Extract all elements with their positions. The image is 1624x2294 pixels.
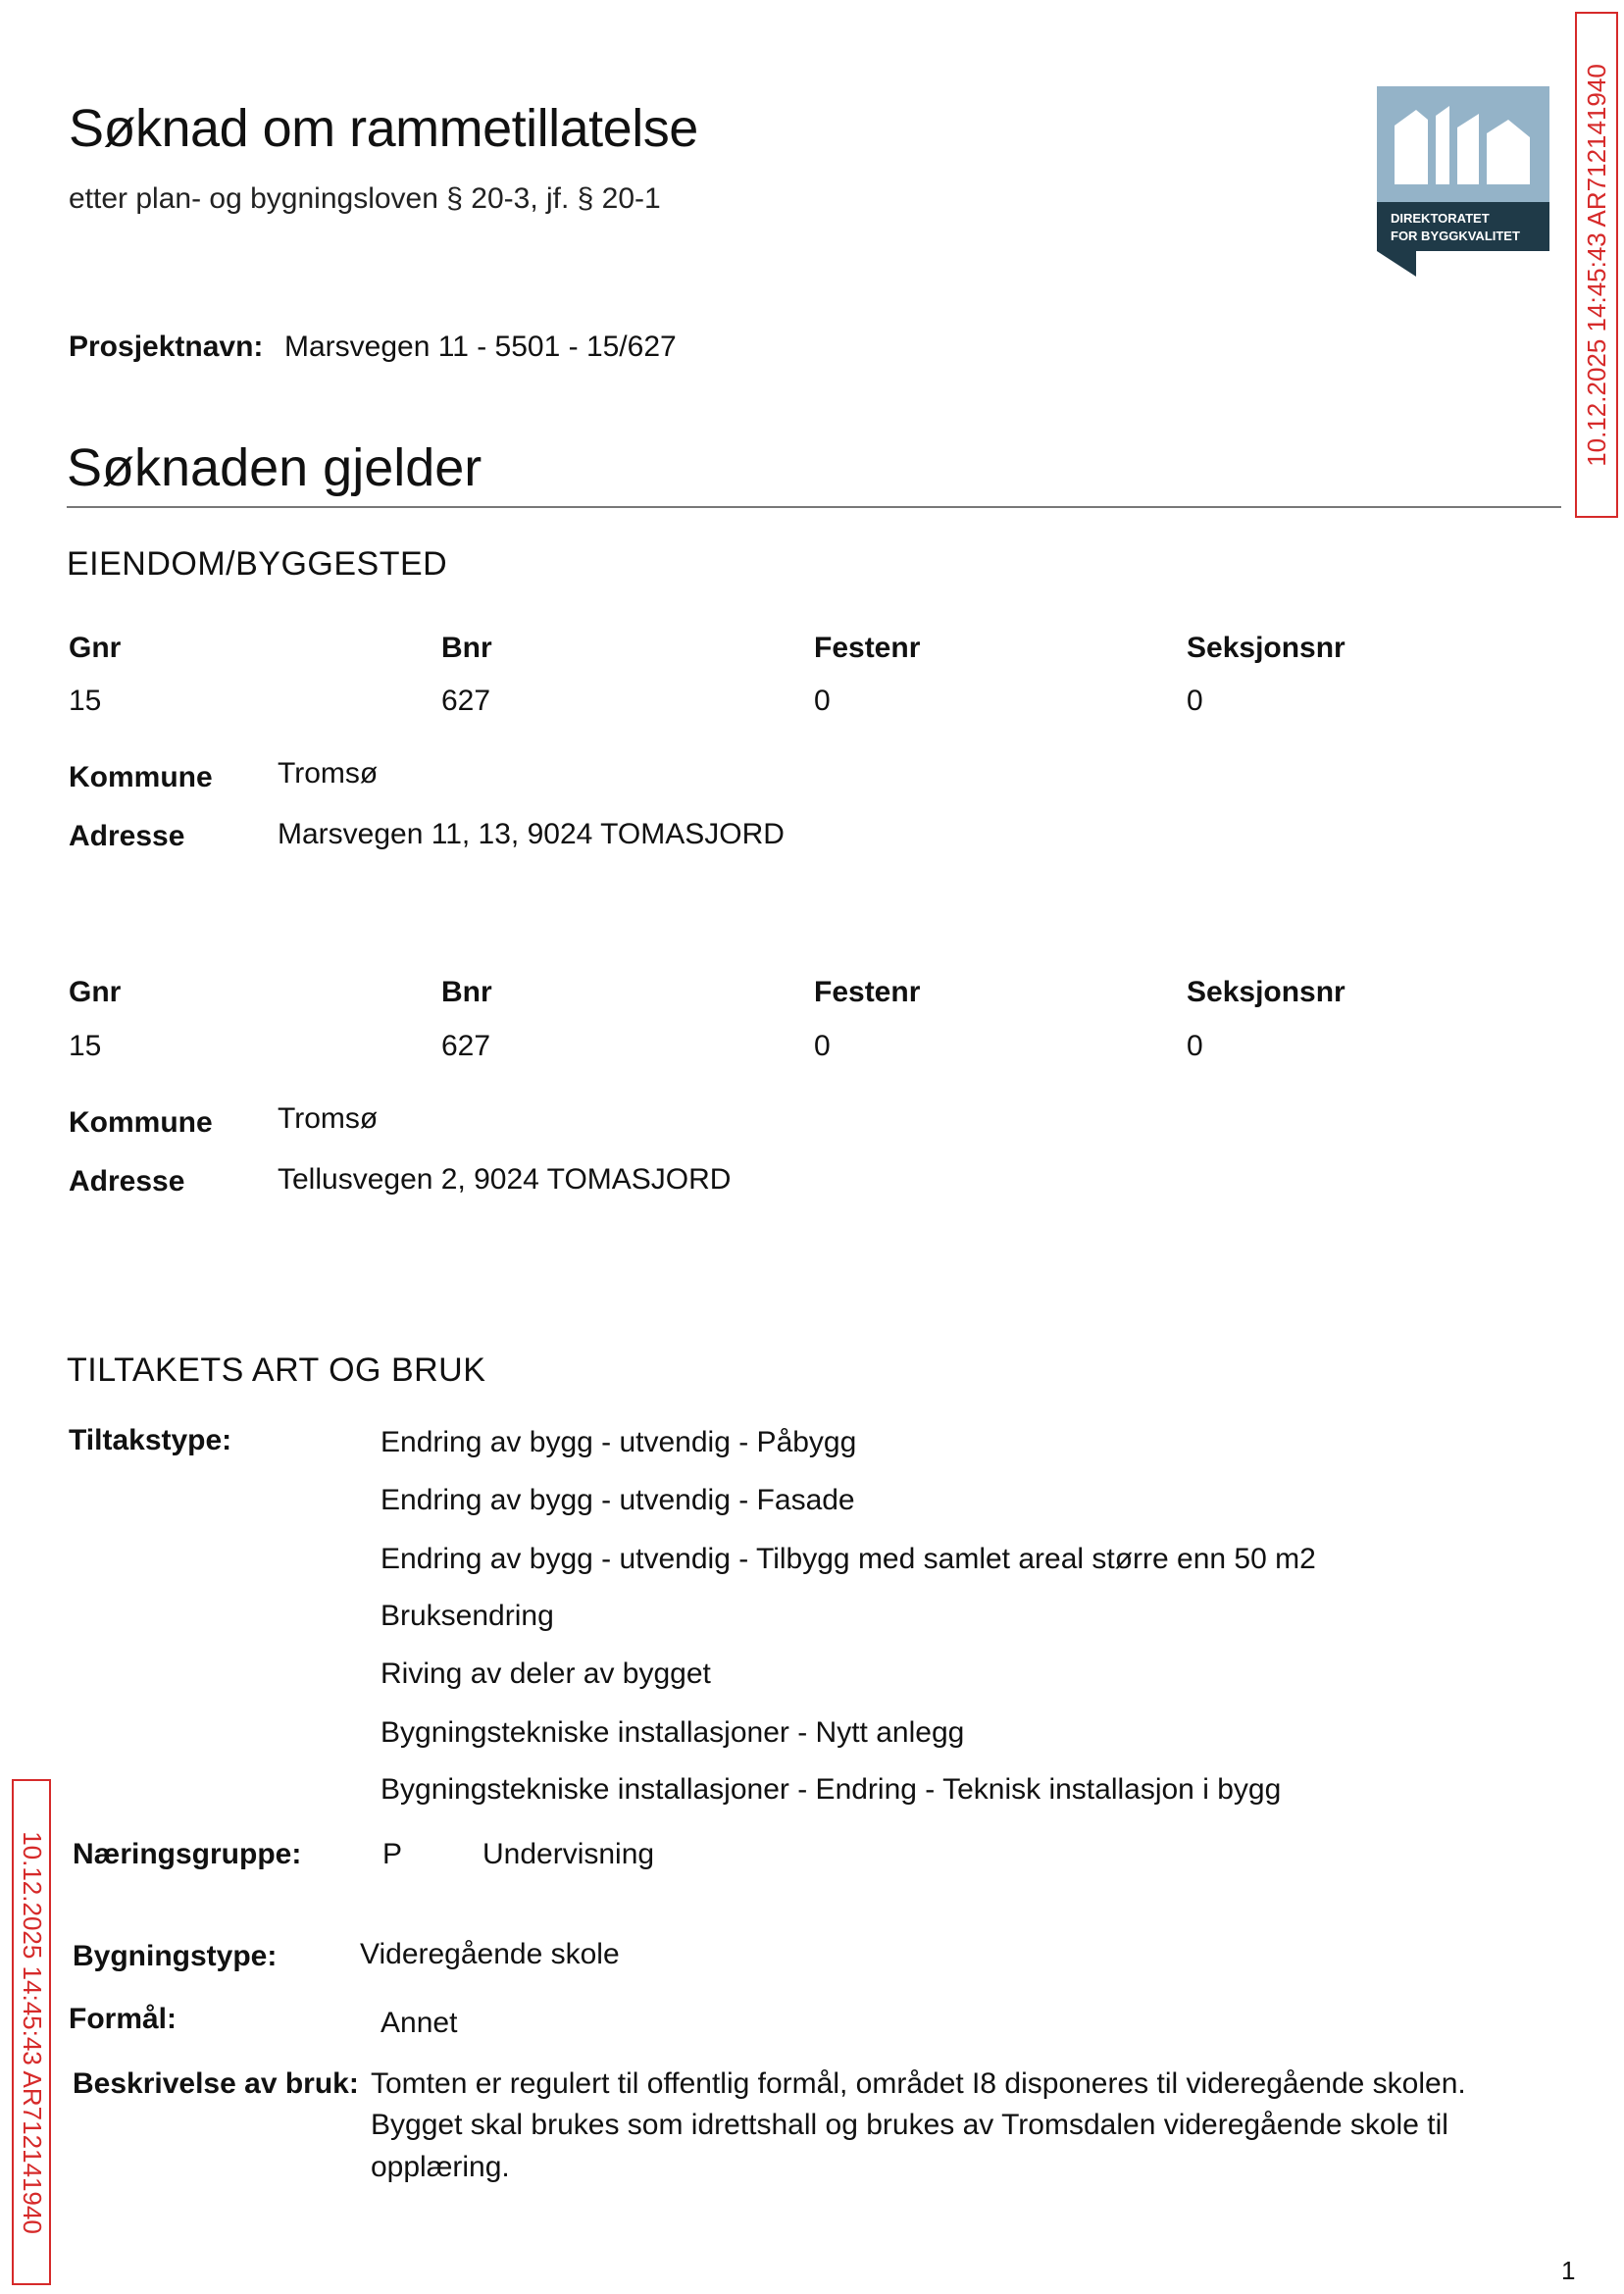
logo-text-2: FOR BYGGKVALITET — [1391, 229, 1520, 243]
col-seksjonsnr: Seksjonsnr — [1187, 632, 1345, 664]
beskrivelse-line: Bygget skal brukes som idrettshall og brukes av Tromsdalen videregående skole til — [371, 2109, 1448, 2141]
property-2-value-row — [69, 1030, 1559, 1063]
property-2-header-row — [69, 976, 1559, 1009]
formal-label: Formål: — [69, 2003, 178, 2035]
document-title: Søknad om rammetillatelse — [69, 99, 698, 158]
naeringsgruppe-name: Undervisning — [482, 1838, 655, 1870]
property-2-kommune: Tromsø — [278, 1102, 379, 1135]
property-1-header-row — [69, 632, 1559, 665]
tiltakstype-item: Bygningstekniske installasjoner - Endring - Teknisk installasjon i bygg — [381, 1773, 1282, 1806]
property-2-gnr: 15 — [69, 1030, 102, 1062]
dibk-logo — [1377, 86, 1549, 277]
property-1-adresse: Marsvegen 11, 13, 9024 TOMASJORD — [278, 818, 785, 850]
section-title: Søknaden gjelder — [67, 438, 482, 497]
tiltakstype-item: Riving av deler av bygget — [381, 1657, 711, 1690]
bygningstype-label: Bygningstype: — [73, 1940, 278, 1972]
logo-text-1: DIREKTORATET — [1391, 211, 1490, 226]
property-heading: EIENDOM/BYGGESTED — [67, 545, 448, 583]
property-1-bnr: 627 — [441, 685, 491, 717]
property-1-festenr: 0 — [814, 685, 831, 717]
document-subtitle: etter plan- og bygningsloven § 20-3, jf. § 20-1 — [69, 182, 661, 215]
property-2-seksjonsnr: 0 — [1187, 1030, 1203, 1062]
col-festenr: Festenr — [814, 976, 921, 1008]
tiltakstype-item: Bygningstekniske installasjoner - Nytt anlegg — [381, 1716, 965, 1749]
dibk-logo-icon — [1377, 86, 1549, 277]
col-seksjonsnr: Seksjonsnr — [1187, 976, 1345, 1008]
property-1-kommune: Tromsø — [278, 757, 379, 790]
receipt-stamp-top — [1575, 12, 1618, 518]
project-value: Marsvegen 11 - 5501 - 15/627 — [284, 331, 677, 363]
tiltakstype-item: Endring av bygg - utvendig - Påbygg — [381, 1426, 857, 1458]
property-1-seksjonsnr: 0 — [1187, 685, 1203, 717]
section-divider — [67, 506, 1561, 508]
col-bnr: Bnr — [441, 632, 492, 664]
property-2-adresse-label: Adresse — [69, 1165, 185, 1198]
naeringsgruppe-code: P — [382, 1838, 403, 1870]
page-number: 1 — [1561, 2256, 1576, 2285]
tiltakstype-item: Bruksendring — [381, 1600, 554, 1632]
property-1-gnr: 15 — [69, 685, 102, 717]
receipt-stamp-top-text: 10.12.2025 14:45:43 AR712141940 — [1581, 63, 1611, 467]
beskrivelse-line: opplæring. — [371, 2151, 510, 2183]
tiltakstype-label: Tiltakstype: — [69, 1424, 232, 1456]
beskrivelse-label: Beskrivelse av bruk: — [73, 2067, 359, 2100]
receipt-stamp-left — [12, 1779, 51, 2285]
col-festenr: Festenr — [814, 632, 921, 664]
property-1-kommune-label: Kommune — [69, 761, 213, 793]
property-2-adresse: Tellusvegen 2, 9024 TOMASJORD — [278, 1163, 732, 1196]
col-gnr: Gnr — [69, 632, 122, 664]
property-1-value-row — [69, 685, 1559, 718]
bygningstype-value: Videregående skole — [360, 1938, 620, 1970]
formal-value: Annet — [381, 2007, 458, 2039]
naeringsgruppe-label: Næringsgruppe: — [73, 1838, 302, 1870]
beskrivelse-line: Tomten er regulert til offentlig formål, området I8 disponeres til videregående skolen. — [371, 2067, 1466, 2100]
col-bnr: Bnr — [441, 976, 492, 1008]
tiltak-heading: TILTAKETS ART OG BRUK — [67, 1351, 486, 1389]
property-2-bnr: 627 — [441, 1030, 491, 1062]
tiltakstype-item: Endring av bygg - utvendig - Fasade — [381, 1484, 855, 1516]
tiltakstype-item: Endring av bygg - utvendig - Tilbygg med samlet areal større enn 50 m2 — [381, 1543, 1316, 1575]
project-label: Prosjektnavn: — [69, 331, 264, 363]
receipt-stamp-left-text: 10.12.2025 14:45:43 AR712141940 — [17, 1830, 47, 2234]
col-gnr: Gnr — [69, 976, 122, 1008]
property-1-adresse-label: Adresse — [69, 820, 185, 852]
property-2-festenr: 0 — [814, 1030, 831, 1062]
property-2-kommune-label: Kommune — [69, 1106, 213, 1139]
